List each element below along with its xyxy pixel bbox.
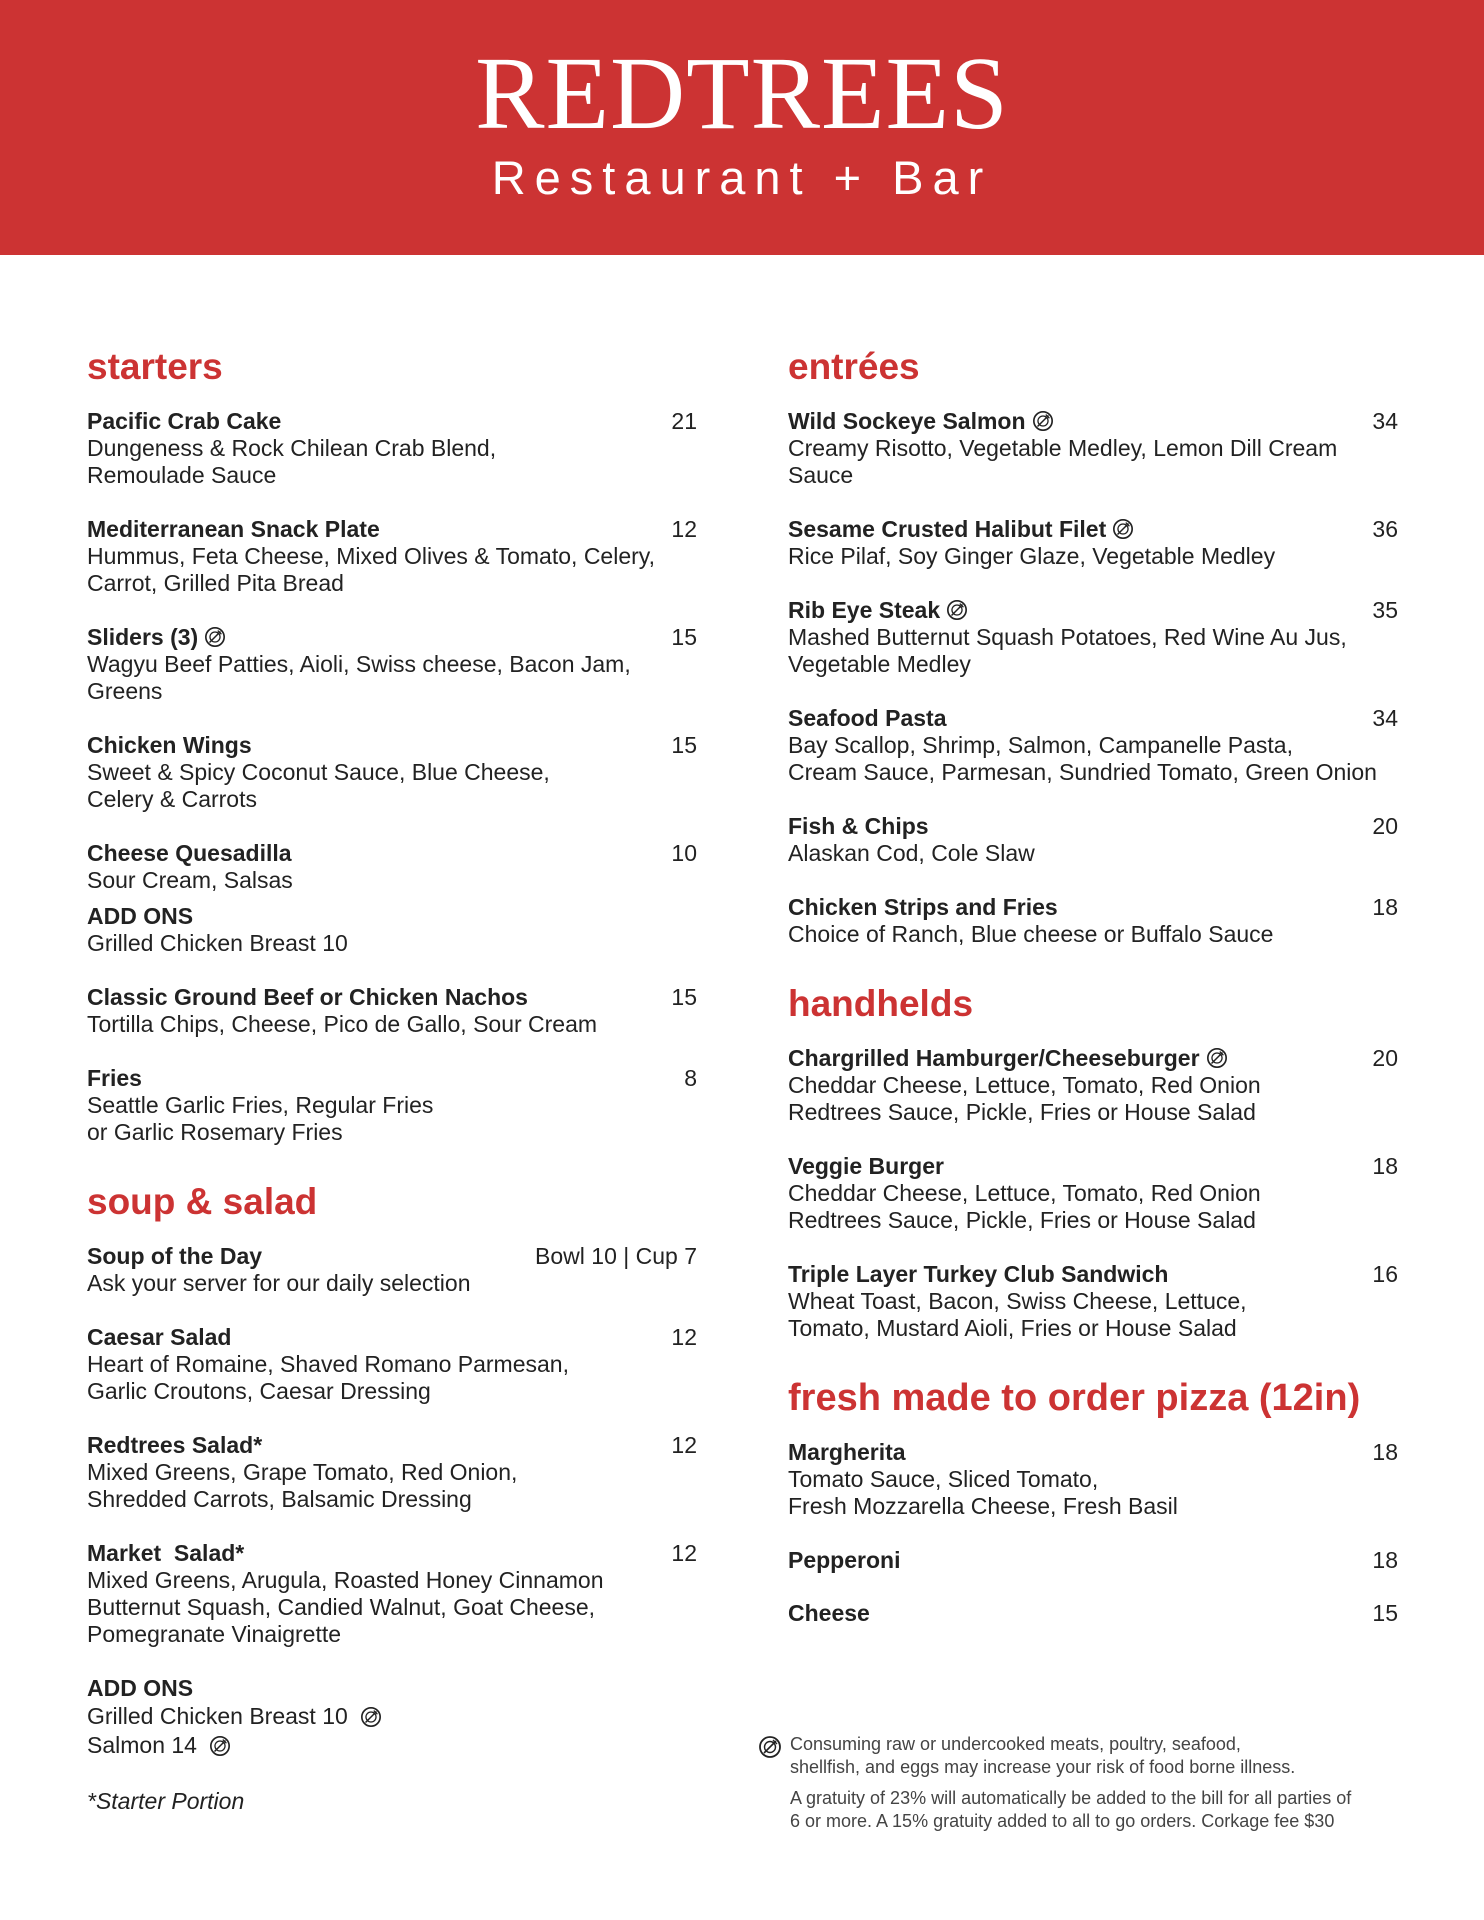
item-description: Creamy Risotto, Vegetable Medley, Lemon Dill Cream Sauce (788, 435, 1338, 488)
item-name: Fish & Chips (788, 813, 929, 839)
item-name: Seafood Pasta (788, 705, 947, 731)
item-price: 12 (671, 1432, 697, 1458)
item-price: 15 (1372, 1600, 1398, 1626)
item-description: Bay Scallop, Shrimp, Salmon, Campanelle Pasta, Cream Sauce, Parmesan, Sundried Tomato, Green Onion (788, 732, 1377, 785)
item-price: 20 (1372, 813, 1398, 839)
item-price: 36 (1372, 516, 1398, 542)
item-name: Fries (87, 1065, 142, 1091)
menu-item (788, 1547, 1398, 1574)
raw-food-advisory-icon (360, 1706, 382, 1728)
menu-item (788, 1600, 1398, 1627)
section-title-handhelds: handhelds (788, 983, 974, 1024)
item-description: Mashed Butternut Squash Potatoes, Red Wine Au Jus, Vegetable Medley (788, 624, 1347, 677)
item-price: 12 (671, 1324, 697, 1350)
menu-item (788, 1045, 1398, 1126)
item-price: 34 (1372, 705, 1398, 731)
item-description: Rice Pilaf, Soy Ginger Glaze, Vegetable Medley (788, 543, 1276, 569)
menu-item (788, 1153, 1398, 1234)
item-name: Triple Layer Turkey Club Sandwich (788, 1261, 1169, 1287)
menu-item (87, 1065, 697, 1146)
item-price: 18 (1372, 1547, 1398, 1573)
menu-item (788, 894, 1398, 948)
item-price: 20 (1372, 1045, 1398, 1071)
item-price: 15 (671, 984, 697, 1010)
item-name: Veggie Burger (788, 1153, 944, 1179)
menu-item (87, 1540, 697, 1648)
item-description: Alaskan Cod, Cole Slaw (788, 840, 1035, 866)
item-name: Cheese Quesadilla (87, 840, 292, 866)
item-description: Cheddar Cheese, Lettuce, Tomato, Red Onion Redtrees Sauce, Pickle, Fries or House Salad (788, 1180, 1261, 1233)
item-name: Chicken Strips and Fries (788, 894, 1058, 920)
item-description: Tortilla Chips, Cheese, Pico de Gallo, Sour Cream (87, 1011, 598, 1037)
item-name: Mediterranean Snack Plate (87, 516, 380, 542)
addon-item: Grilled Chicken Breast 10 (87, 930, 348, 956)
item-description: Dungeness & Rock Chilean Crab Blend, Remoulade Sauce (87, 435, 497, 488)
item-price: Bowl 10 | Cup 7 (535, 1243, 697, 1269)
raw-food-advisory-icon (946, 599, 968, 621)
menu-item (788, 705, 1398, 786)
item-price: 21 (671, 408, 697, 434)
item-description: Cheddar Cheese, Lettuce, Tomato, Red Onion Redtrees Sauce, Pickle, Fries or House Salad (788, 1072, 1261, 1125)
item-description: Wheat Toast, Bacon, Swiss Cheese, Lettuce, Tomato, Mustard Aioli, Fries or House Salad (788, 1288, 1247, 1341)
item-name: Sliders (3) (87, 624, 199, 650)
gratuity-notice: A gratuity of 23% will automatically be added to the bill for all parties of 6 or more. A 15% gratuity added to all to go orders. Corkage fee $30 (790, 1788, 1352, 1831)
header-banner (0, 0, 1484, 255)
section-title-starters: starters (87, 346, 223, 387)
addons-title: ADD ONS (87, 1675, 194, 1701)
item-price: 35 (1372, 597, 1398, 623)
item-name: Sesame Crusted Halibut Filet (788, 516, 1107, 542)
item-price: 18 (1372, 1153, 1398, 1179)
item-description: Sweet & Spicy Coconut Sauce, Blue Cheese, Celery & Carrots (87, 759, 550, 812)
item-description: Wagyu Beef Patties, Aioli, Swiss cheese, Bacon Jam, Greens (87, 651, 631, 704)
raw-food-advisory-icon (209, 1735, 231, 1757)
item-name: Chargrilled Hamburger/Cheeseburger (788, 1045, 1200, 1071)
raw-food-advisory-icon (1112, 518, 1134, 540)
item-price: 15 (671, 624, 697, 650)
food-safety-warning: Consuming raw or undercooked meats, poultry, seafood, shellfish, and eggs may increase your risk of food borne illness. (790, 1734, 1296, 1777)
addon-item: Salmon 14 (87, 1731, 697, 1760)
menu-item (87, 1324, 697, 1405)
item-name: Cheese (788, 1600, 870, 1626)
item-price: 12 (671, 1540, 697, 1566)
addon-item: Grilled Chicken Breast 10 (87, 1702, 697, 1731)
item-description: Choice of Ranch, Blue cheese or Buffalo Sauce (788, 921, 1274, 947)
left-column (87, 345, 697, 1815)
item-description: Mixed Greens, Arugula, Roasted Honey Cinnamon Butternut Squash, Candied Walnut, Goat Cheese, Pomegranate Vinaigrette (87, 1567, 604, 1647)
raw-food-advisory-icon (1206, 1047, 1228, 1069)
right-column (788, 345, 1398, 1654)
footer-notes (758, 1733, 1418, 1833)
section-title-entrees: entrées (788, 346, 920, 387)
item-name: Pacific Crab Cake (87, 408, 282, 434)
menu-item (87, 840, 697, 957)
raw-food-advisory-icon (758, 1735, 782, 1759)
addons-title: ADD ONS (87, 903, 194, 929)
item-name: Market Salad* (87, 1540, 245, 1566)
item-name: Soup of the Day (87, 1243, 263, 1269)
item-name: Wild Sockeye Salmon (788, 408, 1026, 434)
item-description: Ask your server for our daily selection (87, 1270, 471, 1296)
menu-item (87, 516, 697, 597)
item-name: Caesar Salad (87, 1324, 232, 1350)
brand-subtitle: Restaurant + Bar (491, 151, 993, 204)
item-price: 15 (671, 732, 697, 758)
item-price: 12 (671, 516, 697, 542)
section-title-pizza: fresh made to order pizza (12in) (788, 1377, 1361, 1419)
item-description: Heart of Romaine, Shaved Romano Parmesan, Garlic Croutons, Caesar Dressing (87, 1351, 569, 1404)
item-description: Hummus, Feta Cheese, Mixed Olives & Tomato, Celery, Carrot, Grilled Pita Bread (87, 543, 655, 596)
menu-item (788, 597, 1398, 678)
item-description: Sour Cream, Salsas (87, 867, 293, 893)
menu-item (87, 1243, 697, 1297)
raw-food-advisory-icon (1032, 410, 1054, 432)
section-title-soup-salad: soup & salad (87, 1181, 318, 1222)
menu-item (788, 1439, 1398, 1520)
brand-title: REDTREES (475, 36, 1009, 151)
item-description: Tomato Sauce, Sliced Tomato, Fresh Mozzarella Cheese, Fresh Basil (788, 1466, 1178, 1519)
raw-food-advisory-icon (204, 626, 226, 648)
item-name: Redtrees Salad* (87, 1432, 263, 1458)
menu-item (788, 516, 1398, 570)
menu-item (788, 408, 1398, 489)
menu-item (87, 732, 697, 813)
item-name: Margherita (788, 1439, 906, 1465)
menu-item (87, 624, 697, 705)
item-name: Classic Ground Beef or Chicken Nachos (87, 984, 528, 1010)
menu-item (788, 1261, 1398, 1342)
menu-item (87, 1432, 697, 1513)
item-price: 16 (1372, 1261, 1398, 1287)
menu-item (788, 813, 1398, 867)
item-name: Rib Eye Steak (788, 597, 941, 623)
starter-portion-note: *Starter Portion (87, 1788, 245, 1814)
item-name: Chicken Wings (87, 732, 252, 758)
item-description: Seattle Garlic Fries, Regular Fries or Garlic Rosemary Fries (87, 1092, 434, 1145)
menu-item (87, 984, 697, 1038)
item-price: 18 (1372, 1439, 1398, 1465)
item-price: 18 (1372, 894, 1398, 920)
item-description: Mixed Greens, Grape Tomato, Red Onion, Shredded Carrots, Balsamic Dressing (87, 1459, 518, 1512)
item-price: 10 (671, 840, 697, 866)
item-price: 34 (1372, 408, 1398, 434)
menu-item (87, 408, 697, 489)
item-price: 8 (684, 1065, 697, 1091)
item-name: Pepperoni (788, 1547, 901, 1573)
